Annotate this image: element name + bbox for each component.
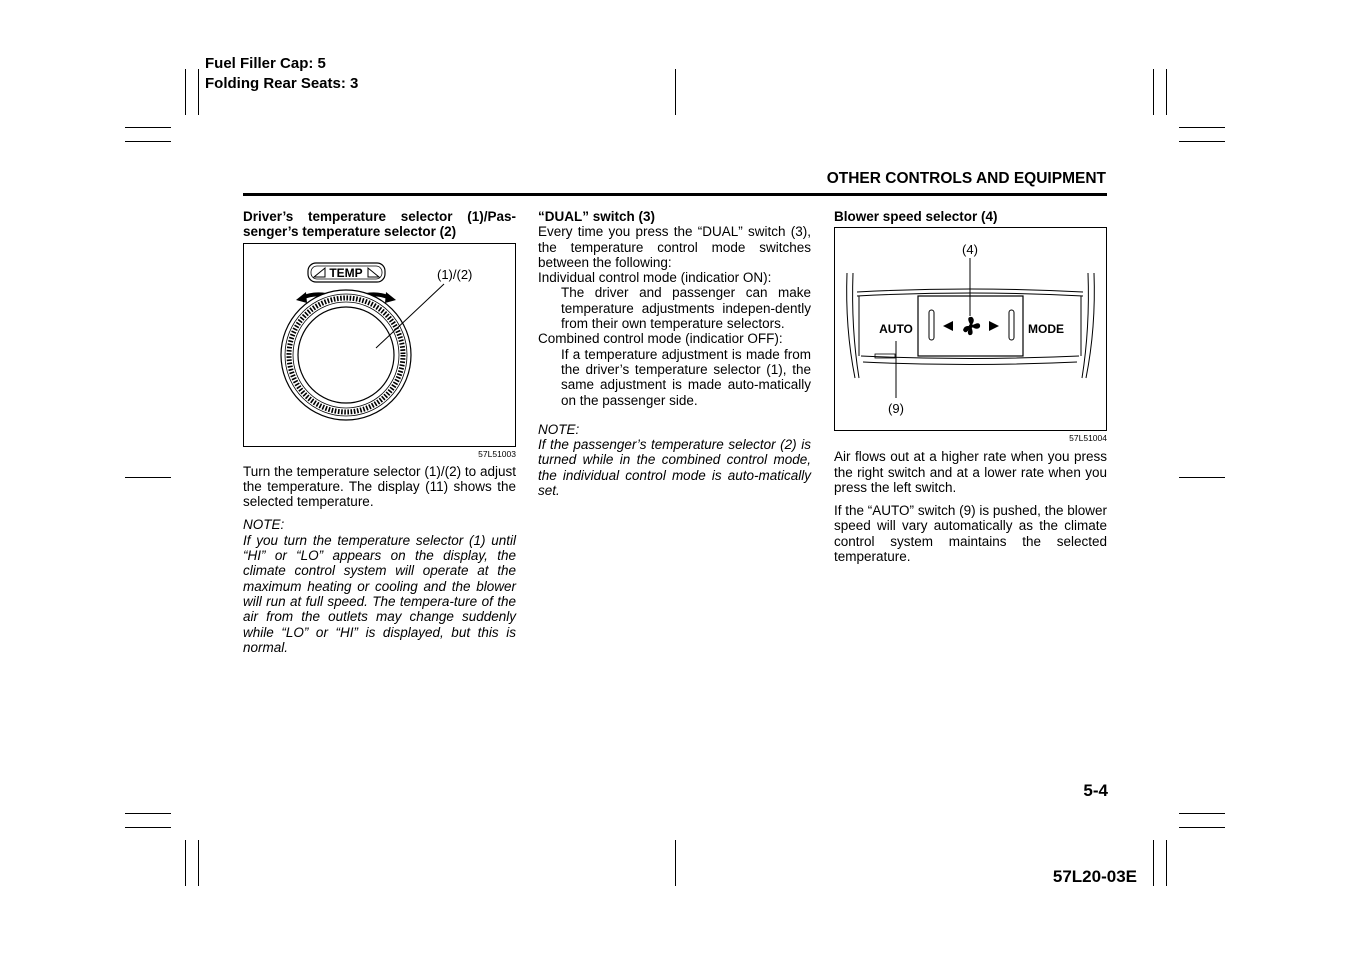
note-label: NOTE: <box>538 421 580 437</box>
section-title: OTHER CONTROLS AND EQUIPMENT <box>826 170 1106 187</box>
blower-speed-para-1: Air flows out at a higher rate when you press the right switch and at a lower rate when you press the left switch. <box>834 449 1107 495</box>
crop-mark <box>125 827 171 828</box>
crop-mark <box>1179 477 1225 478</box>
document-code: 57L20-03E <box>1052 867 1137 886</box>
header-note <box>205 54 358 94</box>
column-temperature-selector <box>243 210 516 655</box>
blower-speed-para-2: If the “AUTO” switch (9) is pushed, the blower speed will vary automatically as the climate control system maintains the selected temperature. <box>834 503 1107 565</box>
crop-mark <box>1166 840 1167 886</box>
crop-mark <box>185 69 186 115</box>
crop-mark <box>1179 141 1225 142</box>
note-text: If the passenger’s temperature selector (2) is turned while in the combined control mode, the individual control mode is auto-matically set. <box>538 437 811 499</box>
crop-mark <box>125 127 171 128</box>
crop-mark <box>1179 127 1225 128</box>
callout-temperature-selector: (1)/(2) <box>437 266 473 282</box>
crop-mark <box>675 69 676 115</box>
temperature-dial-illustration <box>244 244 515 446</box>
crop-mark <box>1153 840 1154 886</box>
note-text: If you turn the temperature selector (1) until “HI” or “LO” appears on the display, the climate control system will operate at the maximum heating or cooling and the blower will run at full speed. The tempera-ture of the air from the outlets may change suddenly while “LO” or “HI” is displayed, but this is normal. <box>243 532 516 655</box>
combined-mode-text: If a temperature adjustment is made from the driver’s temperature selector (1), the same adjustment is made auto-matically on the passenger side. <box>561 346 811 408</box>
dual-switch-heading: “DUAL” switch (3) <box>538 209 656 224</box>
column-dual-switch <box>538 210 811 498</box>
temperature-selector-heading: Driver’s temperature selector (1)/Pas-senger’s temperature selector (2) <box>243 209 516 240</box>
figure-code: 57L51004 <box>1069 433 1107 444</box>
callout-blower-selector: (4) <box>962 242 978 258</box>
auto-switch-label: AUTO <box>879 322 913 337</box>
crop-mark <box>185 840 186 886</box>
blower-panel-illustration <box>835 228 1106 430</box>
temperature-selector-figure <box>243 243 516 447</box>
individual-mode-text: The driver and passenger can make temperature adjustments indepen-dently from their own temperature selectors. <box>561 285 811 332</box>
crop-mark <box>1153 69 1154 115</box>
crop-mark <box>125 141 171 142</box>
figure-code: 57L51003 <box>478 448 516 459</box>
blower-speed-figure <box>834 227 1107 431</box>
mode-switch-label: MODE <box>1028 322 1064 337</box>
note-label: NOTE: <box>243 517 285 533</box>
header-note-line-1: Fuel Filler Cap: 5 <box>205 55 326 72</box>
individual-mode-label: Individual control mode (indicatior ON): <box>538 270 772 286</box>
crop-mark <box>198 69 199 115</box>
crop-mark <box>1179 813 1225 814</box>
crop-mark <box>1166 69 1167 115</box>
crop-mark <box>198 840 199 886</box>
callout-auto-switch: (9) <box>888 401 904 417</box>
header-note-line-2: Folding Rear Seats: 3 <box>205 75 359 92</box>
temp-button-label: TEMP <box>329 265 363 280</box>
page-number: 5-4 <box>1083 781 1108 800</box>
header-rule <box>243 193 1107 196</box>
crop-mark <box>125 477 171 478</box>
temperature-selector-body: Turn the temperature selector (1)/(2) to adjust the temperature. The display (11) shows the selected temperature. <box>243 463 516 510</box>
combined-mode-label: Combined control mode (indicatior OFF): <box>538 331 783 347</box>
crop-mark <box>1179 827 1225 828</box>
blower-speed-heading: Blower speed selector (4) <box>834 209 998 224</box>
crop-mark <box>675 840 676 886</box>
column-blower-speed <box>834 210 1107 564</box>
crop-mark <box>125 813 171 814</box>
dual-switch-intro: Every time you press the “DUAL” switch (3), the temperature control mode switches between the following: <box>538 224 811 270</box>
